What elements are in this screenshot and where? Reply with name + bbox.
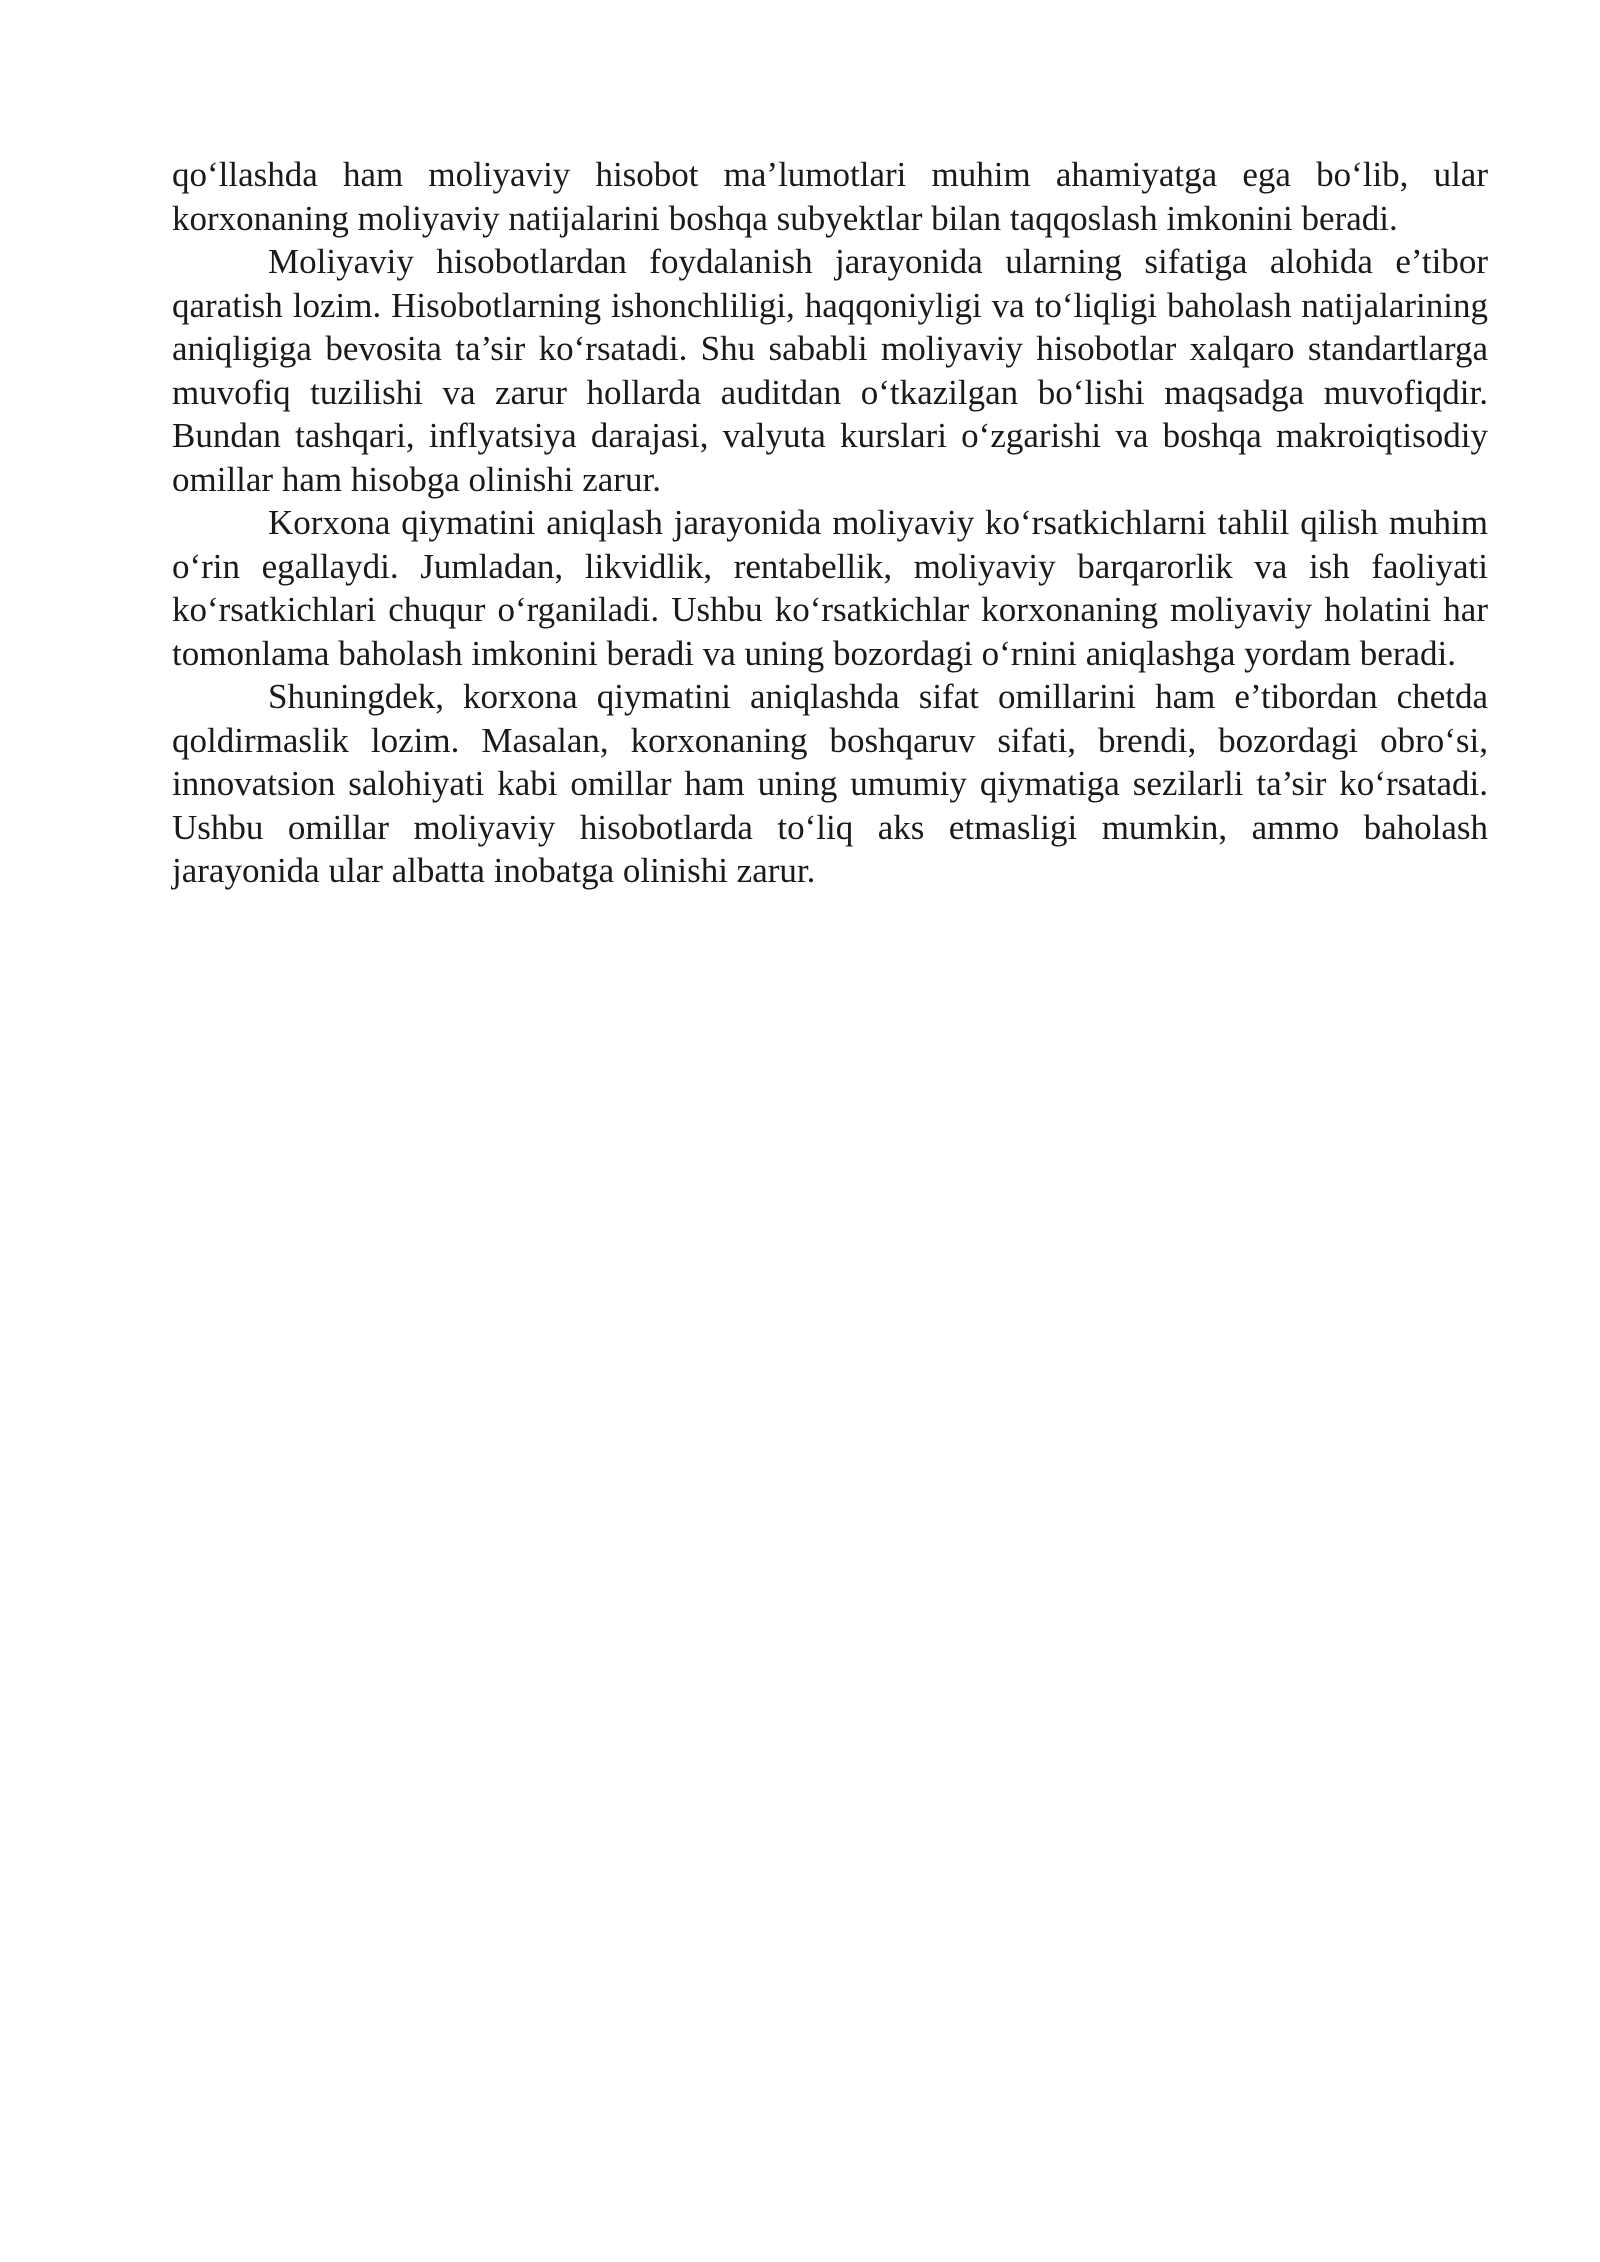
body-text	[172, 153, 1488, 893]
paragraph-qualitative-factors: Shuningdek, korxona qiymatini aniqlashda sifat omillarini ham e’tibordan chetda qoldirmaslik lozim. Masalan, korxonaning boshqaruv sifati, brendi, bozordagi obro‘si, innovatsion salohiyati kabi omillar ham uning umumiy qiymatiga sezilarli ta’sir ko‘rsatadi. Ushbu omillar moliyaviy hisobotlarda to‘liq aks etmasligi mumkin, ammo baholash jarayonida ular albatta inobatga olinishi zarur.	[172, 677, 1488, 890]
paragraph-continuation: qo‘llashda ham moliyaviy hisobot ma’lumotlari muhim ahamiyatga ega bo‘lib, ular korxonaning moliyaviy natijalarini boshqa subyektlar bilan taqqoslash imkonini beradi.	[172, 155, 1488, 238]
paragraph-financial-reports-quality: Moliyaviy hisobotlardan foydalanish jarayonida ularning sifatiga alohida e’tibor qaratish lozim. Hisobotlarning ishonchliligi, haqqoniyligi va to‘liqligi baholash natijalarining aniqligiga bevosita ta’sir ko‘rsatadi. Shu sababli moliyaviy hisobotlar xalqaro standartlarga muvofiq tuzilishi va zarur hollarda auditdan o‘tkazilgan bo‘lishi maqsadga muvofiqdir. Bundan tashqari, inflyatsiya darajasi, valyuta kurslari o‘zgarishi va boshqa makroiqtisodiy omillar ham hisobga olinishi zarur.	[172, 242, 1488, 499]
paragraph-financial-indicators: Korxona qiymatini aniqlash jarayonida moliyaviy ko‘rsatkichlarni tahlil qilish muhim o‘rin egallaydi. Jumladan, likvidlik, rentabellik, moliyaviy barqarorlik va ish faoliyati ko‘rsatkichlari chuqur o‘rganiladi. Ushbu ko‘rsatkichlar korxonaning moliyaviy holatini har tomonlama baholash imkonini beradi va uning bozordagi o‘rnini aniqlashga yordam beradi.	[172, 503, 1488, 673]
